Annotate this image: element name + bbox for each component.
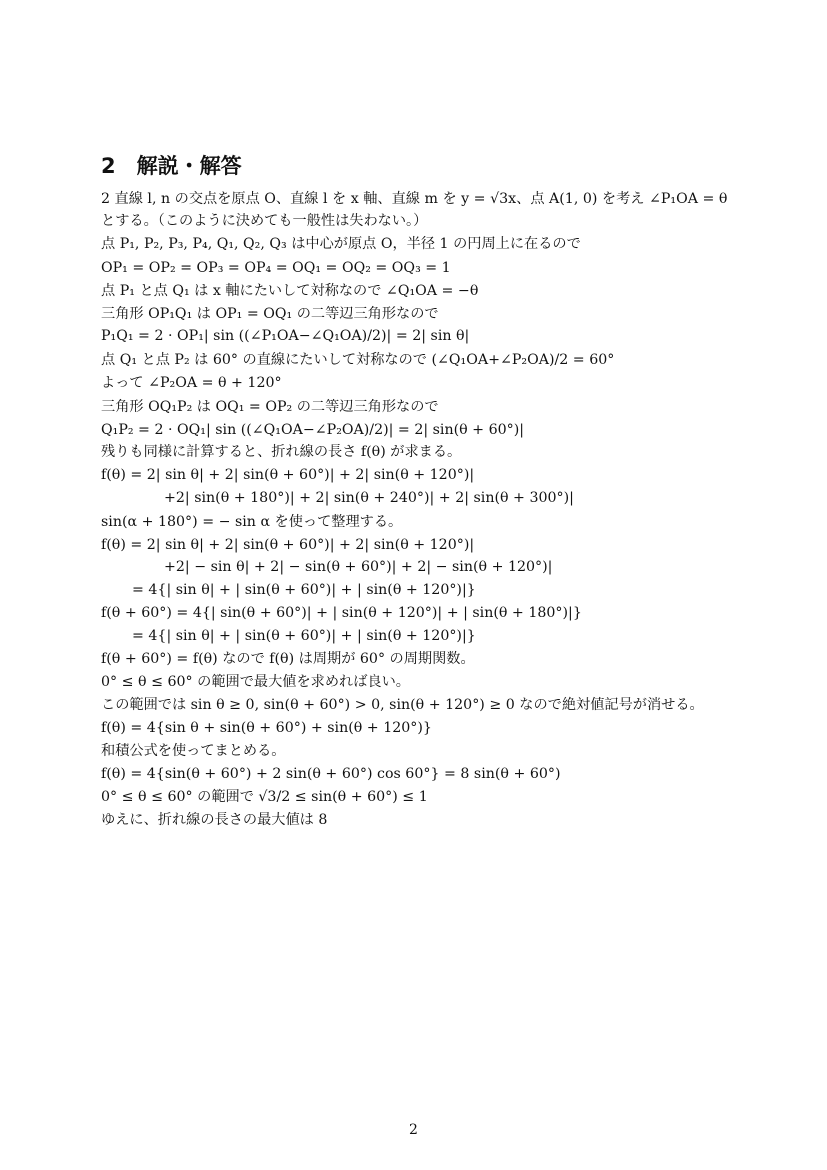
section-heading: 2 解説・解答: [101, 154, 242, 178]
text-line: f(θ) = 2| sin θ| + 2| sin(θ + 60°)| + 2| sin(θ + 120°)|: [101, 537, 475, 553]
text-line: 和積公式を使ってまとめる。: [101, 743, 286, 759]
text-line: 三角形 OP₁Q₁ は OP₁ = OQ₁ の二等辺三角形なので: [101, 306, 439, 322]
text-line: f(θ) = 2| sin θ| + 2| sin(θ + 60°)| + 2| sin(θ + 120°)|: [101, 467, 475, 483]
text-line: sin(α + 180°) = − sin α を使って整理する。: [101, 514, 403, 530]
text-line: 点 Q₁ と点 P₂ は 60° の直線にたいして対称なので (∠Q₁OA+∠P₂OA)/2 = 60°: [101, 352, 615, 368]
text-line: 2 直線 l, n の交点を原点 O、直線 l を x 軸、直線 m を y = √3x、点 A(1, 0) を考え ∠P₁OA = θ: [101, 191, 728, 207]
text-line: とする。（このように決めても一般性は失わない。）: [101, 213, 428, 229]
text-line: +2| − sin θ| + 2| − sin(θ + 60°)| + 2| − sin(θ + 120°)|: [164, 559, 553, 575]
text-line: 0° ≤ θ ≤ 60° の範囲で √3/2 ≤ sin(θ + 60°) ≤ 1: [101, 789, 428, 805]
text-line: 0° ≤ θ ≤ 60° の範囲で最大値を求めれば良い。: [101, 674, 410, 690]
text-line: Q₁P₂ = 2 · OQ₁| sin ((∠Q₁OA−∠P₂OA)/2)| = 2| sin(θ + 60°)|: [101, 422, 525, 438]
text-line: P₁Q₁ = 2 · OP₁| sin ((∠P₁OA−∠Q₁OA)/2)| = 2| sin θ|: [101, 328, 470, 344]
text-line: 残りも同様に計算すると、折れ線の長さ f(θ) が求まる。: [101, 444, 462, 460]
page-number: 2: [409, 1122, 418, 1138]
text-line: 点 P₁ と点 Q₁ は x 軸にたいして対称なので ∠Q₁OA = −θ: [101, 283, 479, 299]
text-line: OP₁ = OP₂ = OP₃ = OP₄ = OQ₁ = OQ₂ = OQ₃ = 1: [101, 260, 451, 276]
text-line: = 4{| sin θ| + | sin(θ + 60°)| + | sin(θ + 120°)|}: [132, 628, 476, 644]
text-line: = 4{| sin θ| + | sin(θ + 60°)| + | sin(θ + 120°)|}: [132, 582, 476, 598]
text-line: この範囲では sin θ ≥ 0, sin(θ + 60°) > 0, sin(θ + 120°) ≥ 0 なので絶対値記号が消せる。: [101, 697, 704, 713]
text-line: 三角形 OQ₁P₂ は OQ₁ = OP₂ の二等辺三角形なので: [101, 399, 439, 415]
text-line: 点 P₁, P₂, P₃, P₄, Q₁, Q₂, Q₃ は中心が原点 O，半径 1 の円周上に在るので: [101, 236, 581, 252]
text-line: +2| sin(θ + 180°)| + 2| sin(θ + 240°)| + 2| sin(θ + 300°)|: [164, 490, 574, 506]
text-line: f(θ) = 4{sin(θ + 60°) + 2 sin(θ + 60°) cos 60°} = 8 sin(θ + 60°): [101, 766, 561, 782]
text-line: f(θ + 60°) = 4{| sin(θ + 60°)| + | sin(θ + 120°)| + | sin(θ + 180°)|}: [101, 605, 582, 621]
text-line: よって ∠P₂OA = θ + 120°: [101, 375, 282, 391]
text-line: f(θ) = 4{sin θ + sin(θ + 60°) + sin(θ + 120°)}: [101, 720, 432, 736]
text-line: f(θ + 60°) = f(θ) なので f(θ) は周期が 60° の周期関数。: [101, 651, 475, 667]
text-line: ゆえに、折れ線の長さの最大値は 8: [101, 812, 328, 828]
